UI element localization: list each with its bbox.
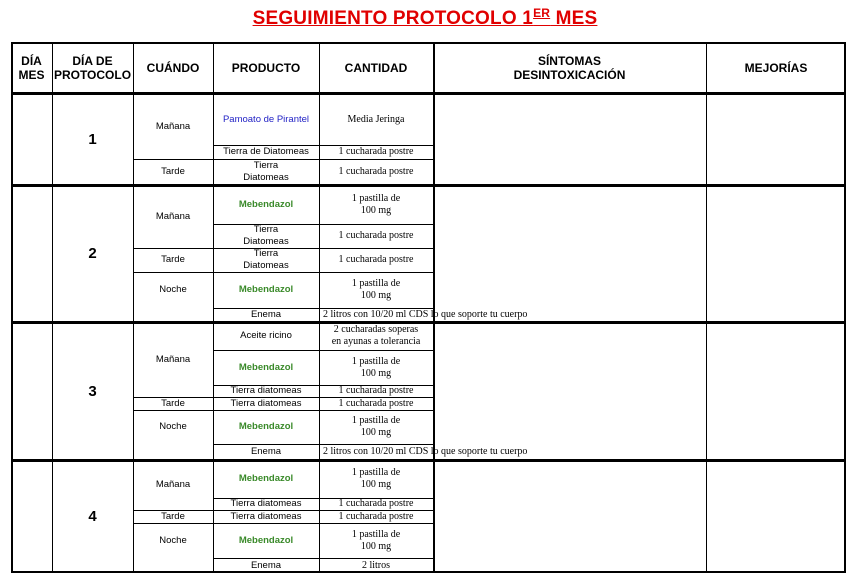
quantity-cell: 1 cucharada postre [338, 254, 414, 265]
period-label: Tarde [161, 166, 185, 177]
quantity-cell: 1 cucharada postre [338, 397, 414, 409]
quantity-cell: 1 cucharada postre [338, 498, 414, 509]
quantity-cell: 2 litros con 10/20 ml CDS lo que soporte tu cuerpo [323, 309, 528, 320]
row-rule [213, 159, 433, 160]
header-cantidad: CANTIDAD [344, 61, 408, 75]
period-label: Tarde [161, 254, 185, 265]
period-label: Noche [159, 284, 187, 295]
quantity-cell: 1 pastilla de 100 mg [351, 415, 401, 438]
quantity-cell: 2 cucharadas soperas en ayunas a tolerancia [331, 324, 421, 347]
header-dia-mes: DÍA MES [18, 54, 45, 82]
quantity-cell: 1 pastilla de 100 mg [351, 192, 401, 216]
product-cell: Tierra Diatomeas [243, 160, 289, 183]
period-label: Noche [159, 421, 187, 432]
quantity-cell: 1 cucharada postre [338, 385, 414, 396]
day-number: 1 [88, 131, 97, 148]
product-cell: Tierra de Diatomeas [223, 146, 309, 157]
product-cell: Tierra diatomeas [230, 498, 302, 509]
period-label: Noche [159, 534, 187, 546]
product-cell: Tierra diatomeas [230, 510, 302, 522]
row-rule [213, 558, 433, 559]
product-cell: Tierra diatomeas [230, 385, 302, 396]
header-mejorias: MEJORÍAS [744, 61, 808, 75]
period-label: Mañana [155, 120, 191, 132]
product-cell: Mebendazol [238, 534, 294, 546]
row-rule [213, 444, 433, 445]
period-label: Tarde [161, 397, 185, 409]
product-cell: Enema [250, 559, 282, 571]
product-cell: Mebendazol [238, 421, 294, 432]
product-cell: Pamoato de Pirantel [222, 113, 310, 125]
day-number: 3 [88, 382, 97, 400]
product-cell: Mebendazol [238, 473, 294, 484]
product-cell: Enema [250, 446, 282, 457]
product-cell: Aceite ricino [240, 330, 292, 341]
header-dia-protocolo: DÍA DE PROTOCOLO [53, 54, 132, 82]
product-cell: Tierra Diatomeas [243, 248, 289, 271]
page-title: SEGUIMIENTO PROTOCOLO 1ER MES [252, 6, 598, 29]
period-label: Mañana [155, 210, 191, 222]
quantity-cell: 1 pastilla de 100 mg [351, 528, 401, 552]
period-label: Mañana [155, 479, 191, 490]
period-label: Mañana [155, 353, 191, 365]
quantity-cell: 1 pastilla de 100 mg [351, 355, 401, 379]
column-rule [706, 42, 707, 573]
header-producto: PRODUCTO [231, 61, 301, 75]
day-number: 2 [88, 245, 97, 262]
period-label: Tarde [161, 510, 185, 522]
table-border-top [11, 42, 846, 44]
quantity-cell: 1 cucharada postre [338, 166, 414, 177]
quantity-cell: 1 pastilla de 100 mg [351, 278, 401, 301]
product-cell: Mebendazol [238, 284, 294, 295]
row-rule [213, 308, 433, 309]
day-number: 4 [88, 508, 97, 525]
quantity-cell: 2 litros [361, 559, 391, 571]
table-border-right [844, 42, 846, 573]
quantity-cell: 2 litros con 10/20 ml CDS lo que soporte tu cuerpo [323, 446, 528, 457]
product-cell: Mebendazol [238, 198, 294, 210]
product-cell: Enema [250, 309, 282, 320]
header-cuando: CUÁNDO [146, 61, 200, 75]
product-cell: Tierra diatomeas [230, 397, 302, 409]
table-border-left [11, 42, 13, 573]
quantity-cell: 1 cucharada postre [338, 230, 414, 241]
quantity-cell: 1 pastilla de 100 mg [351, 467, 401, 490]
product-cell: Mebendazol [238, 361, 294, 373]
header-sintomas: SÍNTOMAS DESINTOXICACIÓN [513, 54, 626, 82]
quantity-cell: Media Jeringa [347, 113, 405, 125]
quantity-cell: 1 cucharada postre [338, 146, 414, 157]
product-cell: Tierra Diatomeas [243, 224, 289, 247]
quantity-cell: 1 cucharada postre [338, 510, 414, 522]
